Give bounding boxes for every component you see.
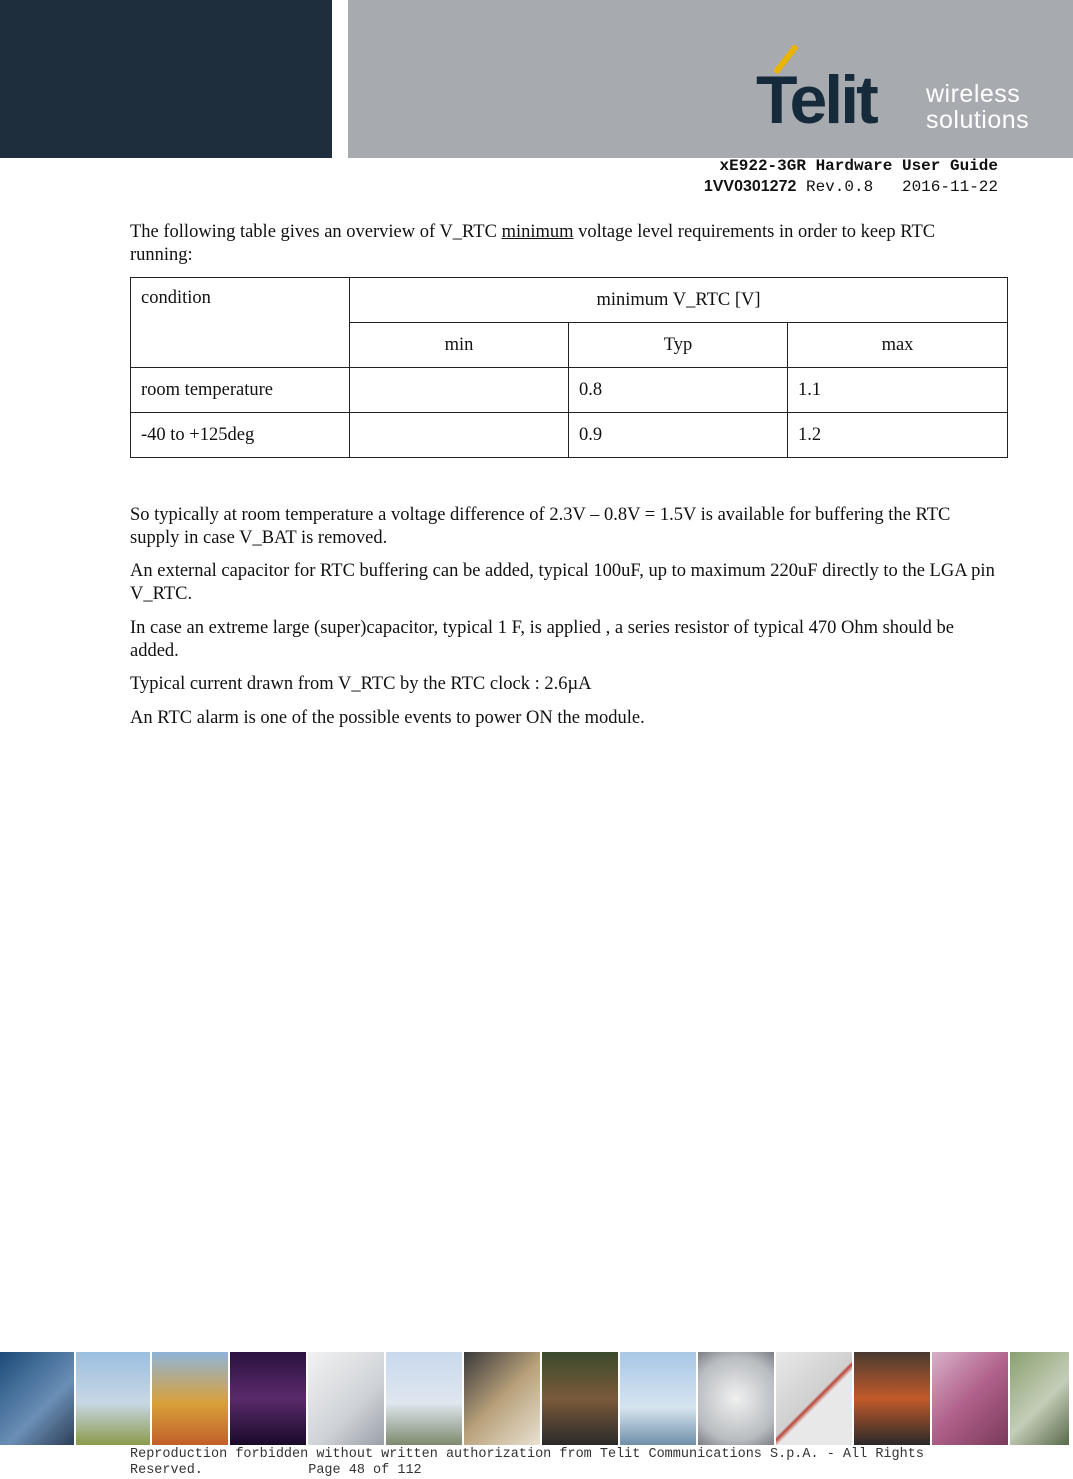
document-revision-line	[704, 178, 998, 196]
footer-photo-laser-grid	[776, 1352, 854, 1445]
cell-max: 1.2	[788, 413, 1008, 458]
document-rev-date: Rev.0.8 2016-11-22	[796, 178, 998, 196]
footer-photo-industrial	[932, 1352, 1010, 1445]
intro-text-before: The following table gives an overview of V_RTC	[130, 222, 502, 242]
header-cell-condition: condition	[131, 278, 350, 368]
footer-photo-clock-display	[230, 1352, 308, 1445]
logo-tagline-2: solutions	[926, 106, 1030, 134]
cell-typ: 0.8	[569, 368, 788, 413]
table-row	[131, 368, 1008, 413]
header-cell-max: max	[788, 323, 1008, 368]
paragraph-external-capacitor: An external capacitor for RTC buffering can be added, typical 100uF, up to maximum 220uF directly to the LGA pin V_RTC.	[130, 561, 995, 604]
footer-photo-traffic	[0, 1352, 76, 1445]
footer-photo-cyclist	[386, 1352, 464, 1445]
table-row	[131, 413, 1008, 458]
document-title: xE922-3GR Hardware User Guide	[719, 157, 998, 175]
cell-min	[350, 413, 569, 458]
header-cell-typ: Typ	[569, 323, 788, 368]
cell-typ: 0.9	[569, 413, 788, 458]
cell-condition: room temperature	[131, 368, 350, 413]
intro-text-after: voltage level requirements in order to keep RTC running:	[130, 222, 936, 265]
paragraph-supercapacitor: In case an extreme large (super)capacitor, typical 1 F, is applied , a series resistor of typical 470 Ohm should be added.	[130, 618, 955, 661]
header-dark-panel	[0, 0, 332, 158]
header-cell-group: minimum V_RTC [V]	[350, 278, 1008, 323]
logo-wordmark: Telit	[756, 62, 876, 138]
footer-photo-keyboard	[308, 1352, 386, 1445]
paragraph-voltage-difference: So typically at room temperature a voltage difference of 2.3V – 0.8V = 1.5V is available for buffering the RTC supply in case V_BAT is removed.	[130, 505, 951, 548]
cell-min	[350, 368, 569, 413]
table-header-row	[131, 278, 1008, 323]
cell-condition: -40 to +125deg	[131, 413, 350, 458]
footer-photo-containers	[152, 1352, 230, 1445]
document-code: 1VV0301272	[703, 178, 797, 195]
footer-photo-train	[854, 1352, 932, 1445]
footer-photo-phone-sign	[76, 1352, 152, 1445]
footer-photo-strip	[0, 1352, 1073, 1445]
telit-logo	[752, 44, 1042, 139]
paragraph-rtc-alarm: An RTC alarm is one of the possible events to power ON the module.	[130, 708, 645, 728]
v-rtc-requirements-table	[130, 277, 1008, 458]
paragraph-typical-current: Typical current drawn from V_RTC by the RTC clock : 2.6µA	[130, 674, 592, 694]
logo-tagline-1: wireless	[926, 80, 1021, 108]
footer-photo-wind-turbines	[620, 1352, 698, 1445]
footer-photo-card-reader	[464, 1352, 542, 1445]
header-cell-min: min	[350, 323, 569, 368]
footer-photo-vending	[542, 1352, 620, 1445]
intro-underlined-word: minimum	[501, 222, 574, 242]
footer-photo-meter	[698, 1352, 776, 1445]
footer-photo-camera	[1010, 1352, 1069, 1445]
cell-max: 1.1	[788, 368, 1008, 413]
footer-copyright: Reproduction forbidden without written authorization from Telit Communications S.p.A. - All Rights Reserved. Page 48 of 112	[130, 1447, 924, 1478]
intro-paragraph	[130, 221, 1000, 267]
